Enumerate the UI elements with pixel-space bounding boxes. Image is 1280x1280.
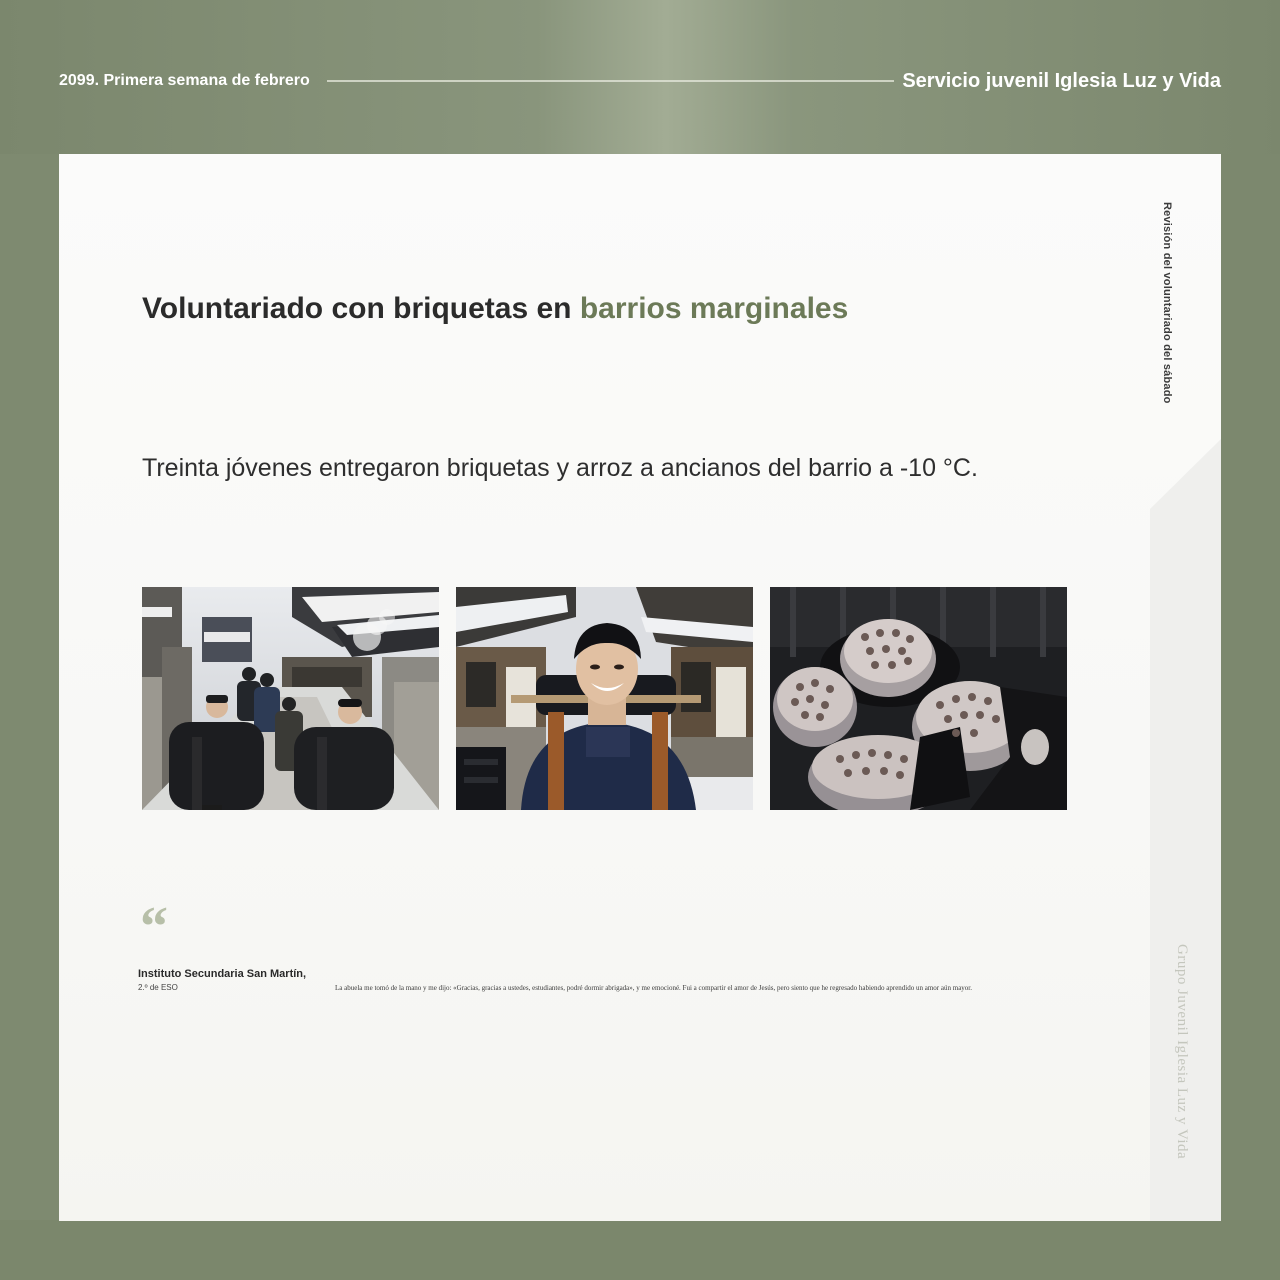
photo-smiling-volunteer: [456, 587, 753, 810]
title-accent: barrios marginales: [579, 292, 849, 325]
page-title: [142, 292, 848, 326]
side-footer: Grupo Juvenil Iglesia Luz y Vida: [1174, 944, 1190, 1160]
photo-gallery: [142, 587, 1067, 810]
subtitle: Treinta jóvenes entregaron briquetas y arroz a ancianos del barrio a -10 °C.: [142, 454, 978, 482]
header-date: 2099. Primera semana de febrero: [59, 72, 310, 89]
quote-mark-icon: “: [140, 896, 168, 958]
content-card: [59, 154, 1221, 1221]
photo-briquettes: [770, 587, 1067, 810]
quote-author-detail: 2.º de ESO: [138, 983, 178, 992]
side-label: Revisión del voluntariado del sábado: [1161, 202, 1173, 404]
background-bottom: [0, 1220, 1280, 1280]
title-main: Voluntariado con briquetas en: [142, 292, 580, 325]
background-right: [1221, 154, 1280, 1221]
quote-author: Instituto Secundaria San Martín,: [138, 968, 307, 980]
background-left: [0, 154, 59, 1221]
header-organization: Servicio juvenil Iglesia Luz y Vida: [902, 69, 1221, 92]
quote-text: La abuela me tomó de la mano y me dijo: «Gracias, gracias a ustedes, estudiantes, podré dormir abrigada», y me emocioné. Fui a compartir el amor de Jesús, pero siento que he regresado habiendo aprendido un amor aún mayor.: [335, 984, 972, 992]
header: [59, 66, 1221, 96]
header-divider: [327, 80, 895, 82]
photo-volunteers-alley: [142, 587, 439, 810]
